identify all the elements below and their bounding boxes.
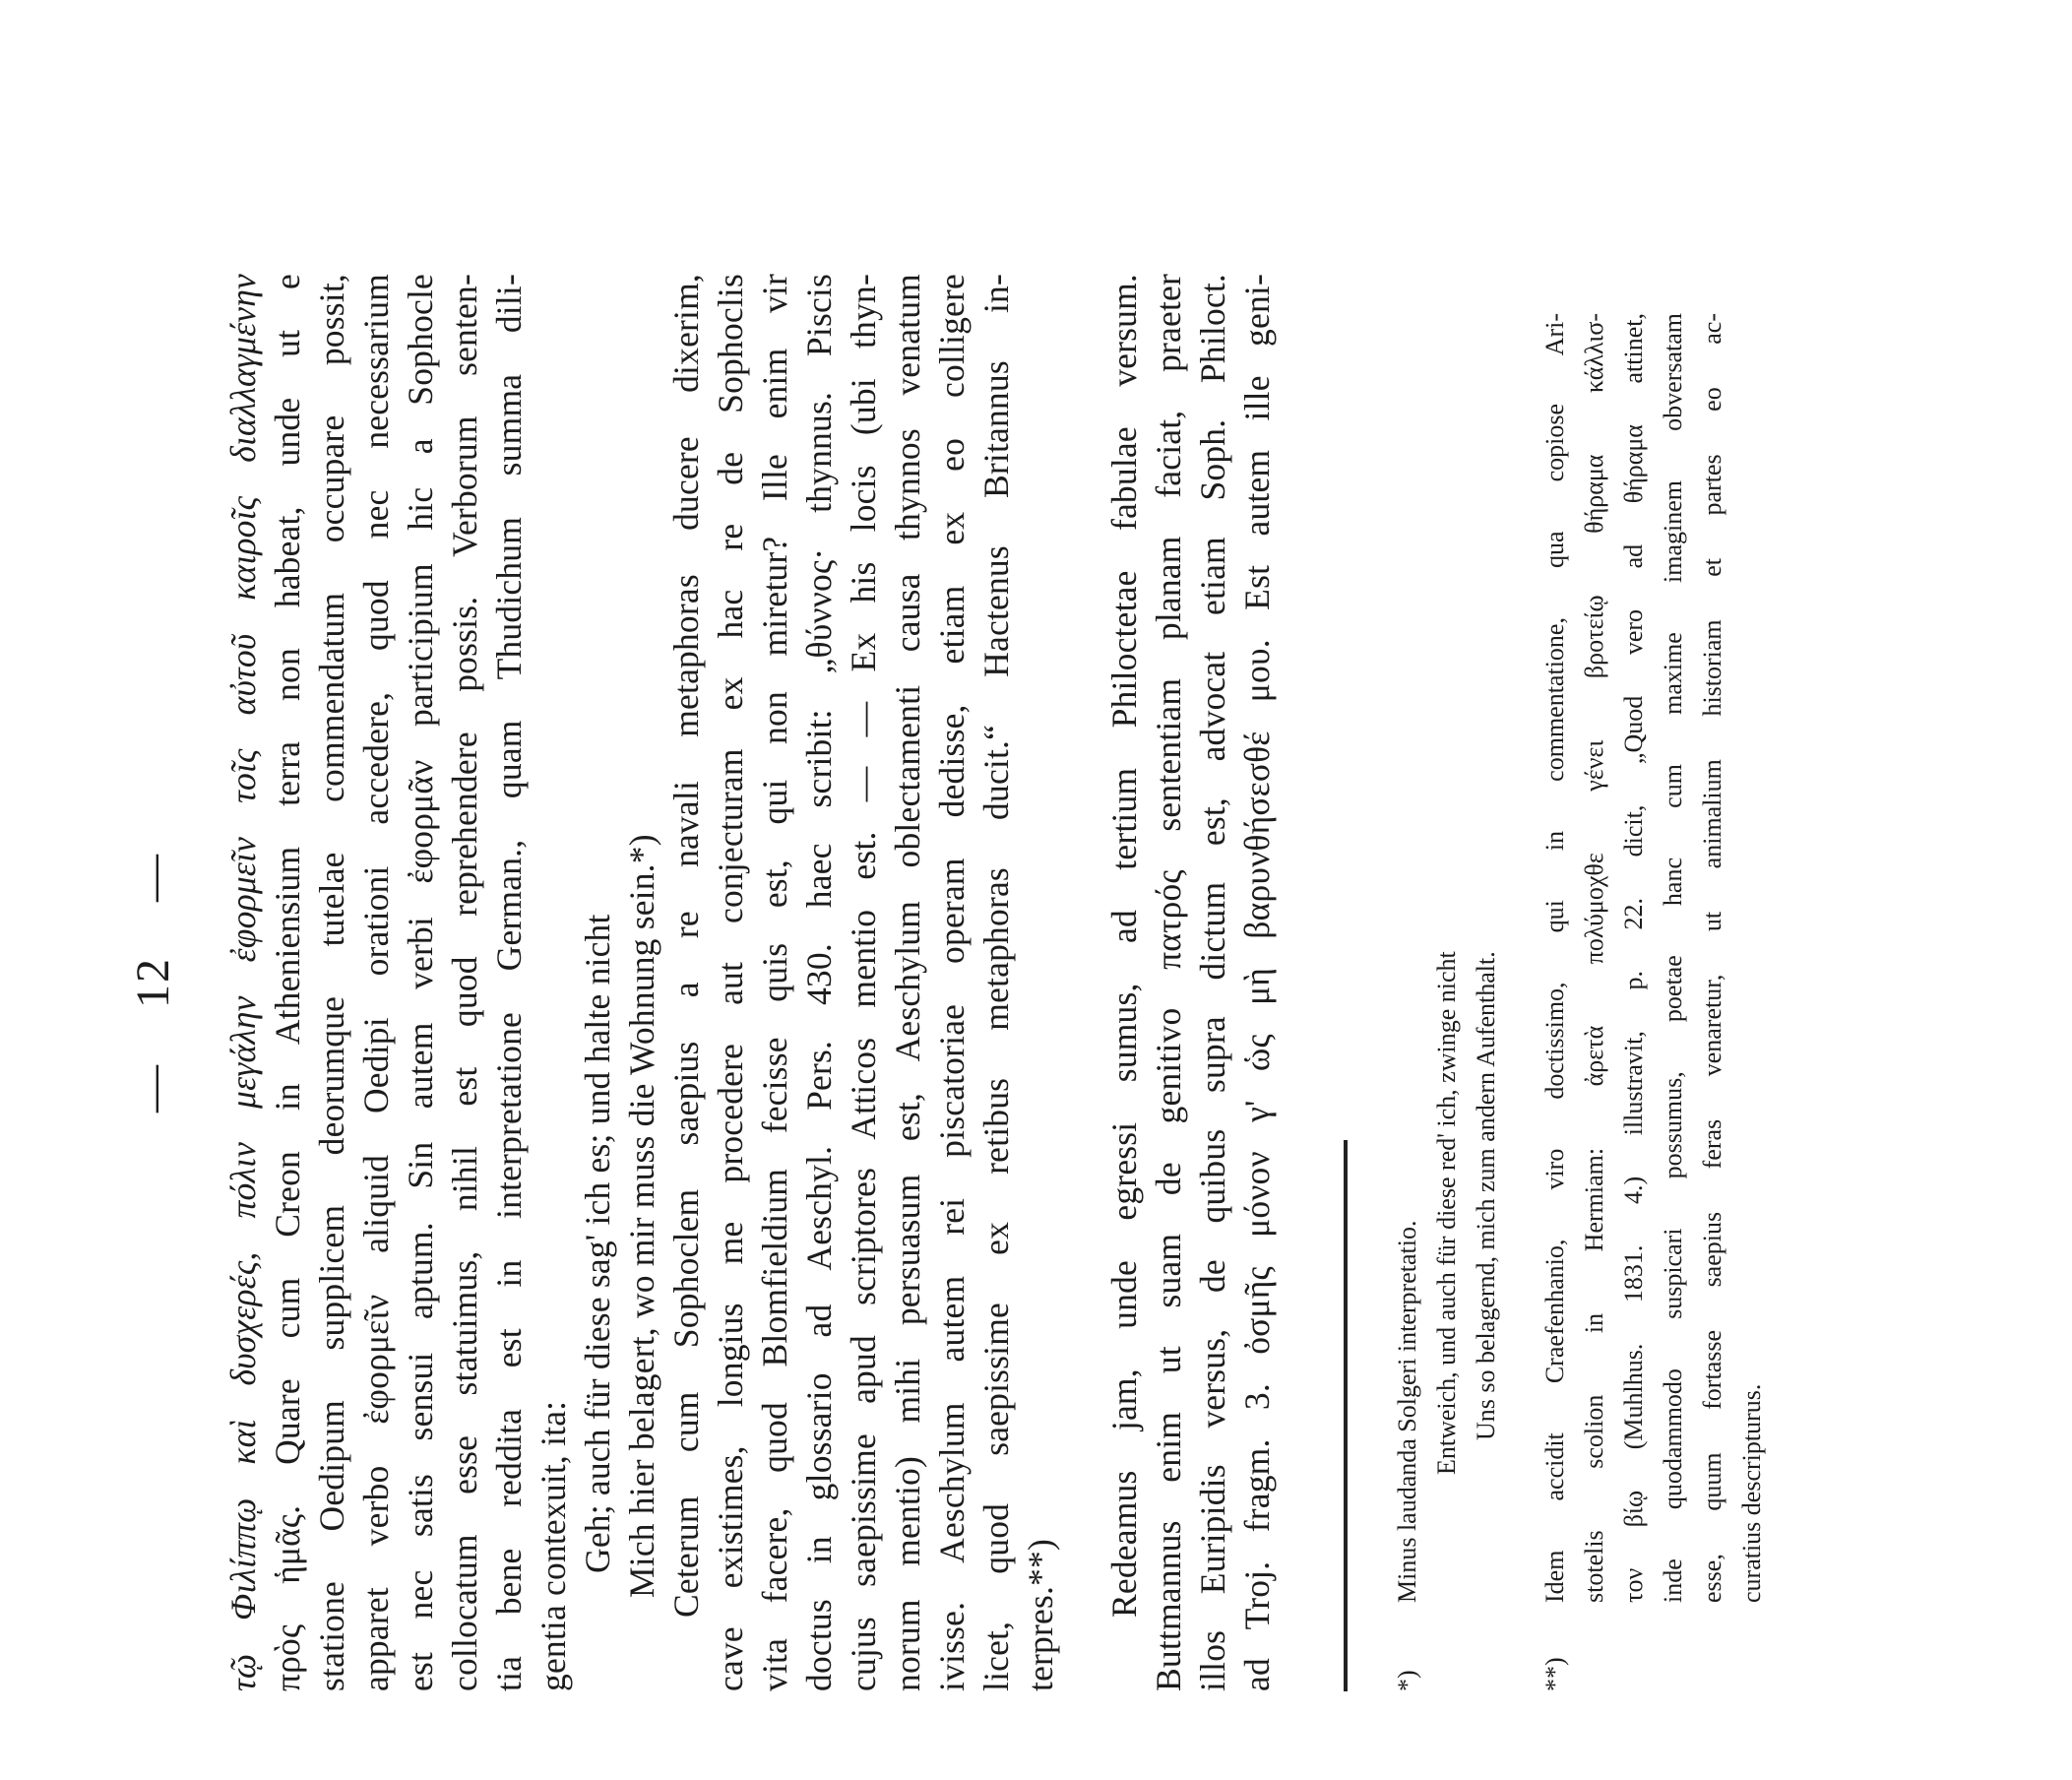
text-line: tia bene reddita est in interpretatione German., quam Thudichum summa dili- bbox=[489, 274, 529, 1691]
text-line: licet, quod saepissime ex retibus metaphoras ducit.“ Hactenus Britannus in- bbox=[976, 274, 1016, 1691]
paragraph-1 bbox=[221, 274, 576, 1691]
paragraph-3 bbox=[1102, 274, 1280, 1691]
page-header bbox=[118, 274, 187, 1691]
footnote-line: esse, quum fortasse saepius feras venaretur, ut animalium historiam et partes eo ac- bbox=[1698, 313, 1727, 1603]
text-line: τῷ Φιλίππῳ καὶ δυσχερές, πόλιν μεγάλην ἐφορμεῖν τοῖς αὐτοῦ καιροῖς διαλλαγμένην bbox=[223, 274, 263, 1691]
footnote-line: Idem accidit Craefenhanio, viro doctissimo, qui in commentatione, qua copiose Ari- bbox=[1540, 313, 1569, 1603]
footnote-rule bbox=[1344, 1140, 1348, 1691]
main-text bbox=[221, 274, 1280, 1691]
text-line: illos Euripidis versus, de quibus supra dictum est, advocat etiam Soph. Philoct. bbox=[1193, 274, 1232, 1691]
text-line: terpres.**) bbox=[1021, 1539, 1060, 1691]
text-line: ad Troj. fragm. 3. ὀσμῆς μόνον γ' ὡς μὴ βαρυνθήσεσθέ μου. Est autem ille geni- bbox=[1237, 274, 1277, 1691]
text-line: cujus saepissime apud scriptores Atticos mentio est. — — Ex his locis (ubi thyn- bbox=[844, 274, 883, 1691]
text-line: est nec satis sensui aptum. Sin autem verbi ἐφορμᾶν participium hic a Sophocle bbox=[401, 274, 440, 1691]
book-page bbox=[118, 96, 1969, 1691]
text-line: gentia contexuit, ita: bbox=[534, 1400, 573, 1691]
text-line: collocatum esse statuimus, nihil est quod reprehendere possis. Verborum senten- bbox=[445, 274, 484, 1691]
footnote-line: inde quodammodo suspicari possumus, poetae hanc cum maxime imaginem obversatam bbox=[1659, 313, 1687, 1603]
verse-line: Geh; auch für diese sag' ich es; und halte nicht bbox=[578, 914, 617, 1573]
page-number: 12 bbox=[126, 957, 179, 1008]
footnotes bbox=[1388, 313, 1772, 1691]
footnote-verse-line: Uns so belagernd, mich zum andern Aufenthalt. bbox=[1472, 951, 1500, 1440]
text-line: statione Oedipum supplicem deorumque tutelae commendatum occupare possit, bbox=[312, 274, 351, 1691]
footnote-text: Minus laudanda Solgeri interpretatio. bbox=[1393, 1220, 1421, 1603]
footnote-verse-line: Entweich, und auch für diese red' ich, zwinge nicht bbox=[1432, 951, 1461, 1475]
footnote-line: τον βίῳ (Muhlhus. 1831. 4.) illustravit, p. 22. dicit, „Quod vero ad θήραμα attinet, bbox=[1619, 313, 1648, 1603]
footnote-line: curatius descripturus. bbox=[1737, 1383, 1766, 1603]
text-line: apparet verbo ἐφορμεῖν aliquid Oedipi orationi accedere, quod nec necessarium bbox=[356, 274, 396, 1691]
text-line: Ceterum cum Sophoclem saepius a re navali metaphoras ducere dixerim, bbox=[666, 274, 706, 1618]
text-line: πρὸς ἡμᾶς. Quare cum Creon in Atheniensium terra non habeat, unde ut e bbox=[268, 274, 307, 1691]
text-line: ivisse. Aeschylum autem rei piscatoriae operam dedisse, etiam ex eo colligere bbox=[932, 274, 972, 1691]
footnote-line: stotelis scolion in Hermiam: ἀρετὰ πολύμοχθε γένει βροτείῳ θήραμα κάλλισ- bbox=[1580, 313, 1608, 1603]
footnote-marker: **) bbox=[1540, 1657, 1569, 1691]
text-line: vita facere, quod Blomfieldium fecisse quis est, qui non miretur? Ille enim vir bbox=[755, 274, 794, 1691]
footnote-2 bbox=[1536, 313, 1772, 1691]
verse-line: Mich hier belagert, wo mir muss die Wohnung sein.*) bbox=[622, 834, 661, 1598]
text-line: norum mentio) mihi persuasum est, Aeschylum oblectamenti causa thynnos venatum bbox=[888, 274, 927, 1691]
footnote-marker: *) bbox=[1393, 1670, 1421, 1691]
text-line: Redeamus jam, unde egressi sumus, ad tertium Philoctetae fabulae versum. bbox=[1104, 274, 1144, 1618]
header-dash-left: — bbox=[126, 1063, 179, 1112]
paragraph-2 bbox=[664, 274, 1063, 1691]
verse-quotation bbox=[576, 274, 664, 1691]
footnote-1 bbox=[1388, 313, 1506, 1691]
text-line: Buttmannus enim ut suam de genitivo πατρός sententiam planam faciat, praeter bbox=[1149, 274, 1188, 1691]
text-line: cave existimes, longius me procedere aut conjecturam ex hac re de Sophoclis bbox=[711, 274, 750, 1691]
text-line: doctus in glossario ad Aeschyl. Pers. 430. haec scribit: „θύννος· thynnus. Piscis bbox=[799, 274, 839, 1691]
header-dash-right: — bbox=[126, 853, 179, 902]
